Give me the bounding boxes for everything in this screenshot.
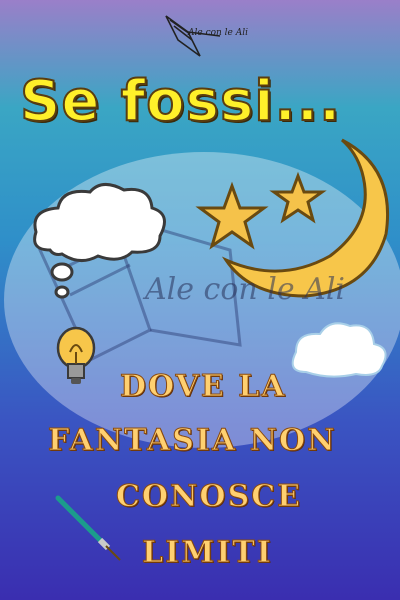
tagline-line-4: LIMITI: [142, 535, 273, 570]
watermark-text: Ale con le Ali: [145, 272, 346, 307]
tagline-line-2: FANTASIA NON: [48, 423, 337, 458]
book-title: Se fossi...: [20, 69, 342, 134]
tagline-line-3: CONOSCE: [116, 479, 302, 514]
publisher-name: Ale con le Ali: [188, 28, 249, 38]
tagline-line-1: DOVE LA: [120, 369, 287, 404]
paintbrush-icon: [58, 498, 120, 560]
